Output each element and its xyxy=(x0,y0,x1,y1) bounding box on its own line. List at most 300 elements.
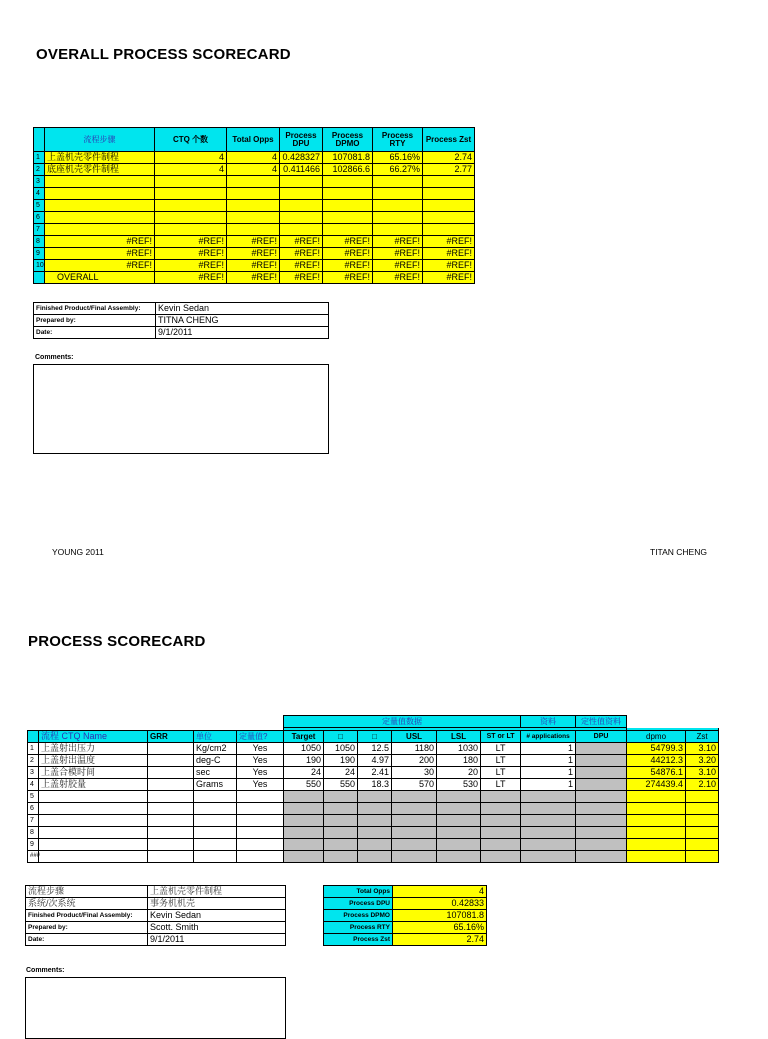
target xyxy=(284,851,324,863)
stdev xyxy=(358,803,392,815)
info-value: Kevin Sedan xyxy=(156,303,329,315)
lsl xyxy=(437,791,481,803)
mean: 24 xyxy=(324,767,358,779)
row-number: 2 xyxy=(28,755,39,767)
summary-label: Total Opps xyxy=(324,886,393,898)
grr xyxy=(148,839,194,851)
st-lt xyxy=(481,803,521,815)
zst xyxy=(686,791,719,803)
overall-title: OVERALL PROCESS SCORECARD xyxy=(36,46,291,63)
cell-dpu: #REF! xyxy=(280,236,323,248)
info-row xyxy=(34,315,329,327)
row-number: 2 xyxy=(34,164,45,176)
overall-comments-label: Comments: xyxy=(35,354,74,361)
process-step-name xyxy=(45,200,155,212)
applications xyxy=(521,827,576,839)
summary-value: 4 xyxy=(393,886,487,898)
header-dpmo: dpmo xyxy=(627,731,686,743)
dpu xyxy=(576,851,627,863)
info-label: 系统/次系统 xyxy=(26,898,148,910)
stdev: 12.5 xyxy=(358,743,392,755)
is-quant xyxy=(237,827,284,839)
lsl: 1030 xyxy=(437,743,481,755)
target xyxy=(284,827,324,839)
cell-dpmo xyxy=(323,188,373,200)
dpu xyxy=(576,803,627,815)
cell-opps xyxy=(227,188,280,200)
cell-dpmo xyxy=(323,212,373,224)
applications: 1 xyxy=(521,743,576,755)
row-number: 7 xyxy=(34,224,45,236)
usl xyxy=(392,815,437,827)
ctq-name xyxy=(39,839,148,851)
grr xyxy=(148,791,194,803)
lsl xyxy=(437,851,481,863)
overall-header-row xyxy=(34,128,475,152)
row-number: 8 xyxy=(34,236,45,248)
usl xyxy=(392,827,437,839)
applications xyxy=(521,803,576,815)
cell-opps: #REF! xyxy=(227,248,280,260)
usl: 570 xyxy=(392,779,437,791)
header-dpu: Process DPU xyxy=(280,128,323,152)
cell-zst: 2.77 xyxy=(423,164,475,176)
cell-dpu: 0.411466 xyxy=(280,164,323,176)
usl: 30 xyxy=(392,767,437,779)
info-row xyxy=(34,327,329,339)
row-number: 9 xyxy=(28,839,39,851)
summary-value: 0.42833 xyxy=(393,898,487,910)
process-group-header-row xyxy=(28,716,719,728)
dpu xyxy=(576,743,627,755)
dpu xyxy=(576,767,627,779)
row-number-cell xyxy=(34,272,45,284)
cell-rty xyxy=(373,200,423,212)
cell-dpu xyxy=(280,224,323,236)
zst: 3.10 xyxy=(686,743,719,755)
target xyxy=(284,815,324,827)
overall-total-row xyxy=(34,272,475,284)
dpu xyxy=(576,755,627,767)
cell-rty xyxy=(373,224,423,236)
group-qual-header: 定性值资料 xyxy=(576,716,627,728)
is-quant: Yes xyxy=(237,767,284,779)
cell-zst xyxy=(423,176,475,188)
summary-value: 107081.8 xyxy=(393,910,487,922)
header-corner xyxy=(34,128,45,152)
summary-label: Process DPMO xyxy=(324,910,393,922)
applications xyxy=(521,791,576,803)
mean xyxy=(324,827,358,839)
cell-ctq: 4 xyxy=(155,152,227,164)
process-table-row xyxy=(28,851,719,863)
ctq-name: 上盖射胶量 xyxy=(39,779,148,791)
cell-ctq: #REF! xyxy=(155,236,227,248)
st-lt xyxy=(481,815,521,827)
overall-ctq: #REF! xyxy=(155,272,227,284)
unit xyxy=(194,791,237,803)
info-row xyxy=(34,303,329,315)
st-lt: LT xyxy=(481,743,521,755)
overall-dpmo: #REF! xyxy=(323,272,373,284)
header-grr: GRR xyxy=(148,731,194,743)
lsl xyxy=(437,839,481,851)
cell-opps xyxy=(227,176,280,188)
info-row xyxy=(26,934,286,946)
header-corner xyxy=(28,731,39,743)
overall-table-row xyxy=(34,248,475,260)
target xyxy=(284,803,324,815)
target xyxy=(284,791,324,803)
overall-label: OVERALL xyxy=(45,272,155,284)
is-quant xyxy=(237,803,284,815)
info-row xyxy=(26,922,286,934)
unit xyxy=(194,839,237,851)
cell-dpu: #REF! xyxy=(280,260,323,272)
summary-row xyxy=(324,910,487,922)
process-table-row xyxy=(28,767,719,779)
ctq-name: 上盖合模时间 xyxy=(39,767,148,779)
group-data-header: 资料 xyxy=(521,716,576,728)
overall-table-row xyxy=(34,224,475,236)
cell-rty: 66.27% xyxy=(373,164,423,176)
st-lt xyxy=(481,839,521,851)
zst: 3.10 xyxy=(686,767,719,779)
lsl xyxy=(437,827,481,839)
info-value: 9/1/2011 xyxy=(148,934,286,946)
summary-label: Process DPU xyxy=(324,898,393,910)
process-table-row xyxy=(28,779,719,791)
dpmo: 274439.4 xyxy=(627,779,686,791)
cell-dpu xyxy=(280,212,323,224)
row-number: 7 xyxy=(28,815,39,827)
header-is-quant: 定量值? xyxy=(237,731,284,743)
st-lt: LT xyxy=(481,767,521,779)
cell-ctq xyxy=(155,200,227,212)
unit xyxy=(194,815,237,827)
zst xyxy=(686,851,719,863)
process-table-row xyxy=(28,755,719,767)
lsl: 180 xyxy=(437,755,481,767)
cell-ctq xyxy=(155,224,227,236)
header-ctq-name: 流程 CTQ Name xyxy=(39,731,148,743)
process-step-name xyxy=(45,176,155,188)
cell-ctq xyxy=(155,188,227,200)
cell-rty: #REF! xyxy=(373,260,423,272)
stdev: 18.3 xyxy=(358,779,392,791)
dpmo xyxy=(627,803,686,815)
header-mean: □ xyxy=(324,731,358,743)
row-number: 5 xyxy=(28,791,39,803)
stdev xyxy=(358,791,392,803)
cell-zst: #REF! xyxy=(423,248,475,260)
process-step-name xyxy=(45,212,155,224)
target: 24 xyxy=(284,767,324,779)
applications xyxy=(521,815,576,827)
cell-zst xyxy=(423,200,475,212)
process-summary-table xyxy=(323,885,487,946)
process-step-name: #REF! xyxy=(45,236,155,248)
info-row xyxy=(26,886,286,898)
ctq-name xyxy=(39,803,148,815)
zst xyxy=(686,839,719,851)
cell-dpu: #REF! xyxy=(280,248,323,260)
header-stdev: □ xyxy=(358,731,392,743)
dpmo xyxy=(627,839,686,851)
row-number: 9 xyxy=(34,248,45,260)
info-label: Prepared by: xyxy=(26,922,148,934)
row-number: 1 xyxy=(34,152,45,164)
cell-dpmo: #REF! xyxy=(323,248,373,260)
process-table-row xyxy=(28,803,719,815)
row-number: 3 xyxy=(34,176,45,188)
grr xyxy=(148,803,194,815)
process-step-name xyxy=(45,224,155,236)
process-comments-box[interactable] xyxy=(25,977,286,1039)
st-lt: LT xyxy=(481,755,521,767)
overall-zst: #REF! xyxy=(423,272,475,284)
cell-ctq: #REF! xyxy=(155,248,227,260)
cell-dpu xyxy=(280,188,323,200)
target: 550 xyxy=(284,779,324,791)
info-row xyxy=(26,910,286,922)
dpu xyxy=(576,791,627,803)
cell-zst: #REF! xyxy=(423,260,475,272)
summary-value: 65.16% xyxy=(393,922,487,934)
overall-table-row xyxy=(34,260,475,272)
summary-row xyxy=(324,886,487,898)
lsl xyxy=(437,803,481,815)
mean xyxy=(324,815,358,827)
info-label: Date: xyxy=(26,934,148,946)
overall-table-row xyxy=(34,164,475,176)
cell-ctq xyxy=(155,212,227,224)
overall-table-row xyxy=(34,188,475,200)
ctq-name xyxy=(39,851,148,863)
process-step-name: #REF! xyxy=(45,260,155,272)
is-quant xyxy=(237,815,284,827)
zst: 3.20 xyxy=(686,755,719,767)
unit xyxy=(194,803,237,815)
info-row xyxy=(26,898,286,910)
unit xyxy=(194,851,237,863)
dpmo xyxy=(627,791,686,803)
applications xyxy=(521,839,576,851)
info-label: Prepared by: xyxy=(34,315,156,327)
cell-zst xyxy=(423,224,475,236)
process-table-row xyxy=(28,743,719,755)
overall-comments-box[interactable] xyxy=(33,364,329,454)
target: 190 xyxy=(284,755,324,767)
cell-dpmo: #REF! xyxy=(323,236,373,248)
header-step: 流程步骤 xyxy=(45,128,155,152)
mean xyxy=(324,839,358,851)
grr xyxy=(148,851,194,863)
summary-row xyxy=(324,922,487,934)
cell-zst xyxy=(423,212,475,224)
info-value: 上盖机壳零件制程 xyxy=(148,886,286,898)
dpu xyxy=(576,815,627,827)
row-number: 6 xyxy=(28,803,39,815)
header-dpmo: Process DPMO xyxy=(323,128,373,152)
unit: deg-C xyxy=(194,755,237,767)
stdev xyxy=(358,815,392,827)
unit xyxy=(194,827,237,839)
usl xyxy=(392,791,437,803)
ctq-name xyxy=(39,791,148,803)
info-label: Date: xyxy=(34,327,156,339)
process-step-name: 上盖机壳零件制程 xyxy=(45,152,155,164)
zst xyxy=(686,803,719,815)
mean: 1050 xyxy=(324,743,358,755)
zst xyxy=(686,827,719,839)
cell-opps: 4 xyxy=(227,164,280,176)
unit: Grams xyxy=(194,779,237,791)
process-step-name: 底座机壳零件制程 xyxy=(45,164,155,176)
stdev: 4.97 xyxy=(358,755,392,767)
header-st-lt: ST or LT xyxy=(481,731,521,743)
dpmo xyxy=(627,851,686,863)
process-info-table xyxy=(25,885,286,946)
dpu xyxy=(576,779,627,791)
dpu xyxy=(576,839,627,851)
overall-table-row xyxy=(34,212,475,224)
stdev xyxy=(358,851,392,863)
grr xyxy=(148,815,194,827)
info-label: Finished Product/Final Assembly: xyxy=(34,303,156,315)
zst: 2.10 xyxy=(686,779,719,791)
info-value: TITNA CHENG xyxy=(156,315,329,327)
cell-zst: #REF! xyxy=(423,236,475,248)
st-lt xyxy=(481,791,521,803)
info-value: Scott. Smith xyxy=(148,922,286,934)
grr xyxy=(148,827,194,839)
overall-table-row xyxy=(34,152,475,164)
cell-ctq: #REF! xyxy=(155,260,227,272)
cell-zst xyxy=(423,188,475,200)
usl xyxy=(392,851,437,863)
unit: sec xyxy=(194,767,237,779)
cell-rty xyxy=(373,188,423,200)
overall-opps: #REF! xyxy=(227,272,280,284)
summary-label: Process RTY xyxy=(324,922,393,934)
grr xyxy=(148,767,194,779)
summary-row xyxy=(324,934,487,946)
cell-rty xyxy=(373,176,423,188)
is-quant xyxy=(237,851,284,863)
row-number: 4 xyxy=(28,779,39,791)
ctq-name: 上盖射出压力 xyxy=(39,743,148,755)
unit: Kg/cm2 xyxy=(194,743,237,755)
st-lt: LT xyxy=(481,779,521,791)
process-title: PROCESS SCORECARD xyxy=(28,633,206,650)
is-quant: Yes xyxy=(237,743,284,755)
cell-dpu: 0.428327 xyxy=(280,152,323,164)
dpmo: 54876.1 xyxy=(627,767,686,779)
cell-zst: 2.74 xyxy=(423,152,475,164)
header-dpu: DPU xyxy=(576,731,627,743)
header-zst: Process Zst xyxy=(423,128,475,152)
cell-ctq: 4 xyxy=(155,164,227,176)
process-table-row xyxy=(28,815,719,827)
lsl xyxy=(437,815,481,827)
applications: 1 xyxy=(521,779,576,791)
cell-opps: #REF! xyxy=(227,260,280,272)
applications: 1 xyxy=(521,767,576,779)
dpu xyxy=(576,827,627,839)
ctq-name: 上盖射出温度 xyxy=(39,755,148,767)
header-unit: 单位 xyxy=(194,731,237,743)
process-scorecard-table xyxy=(27,715,719,863)
ctq-name xyxy=(39,827,148,839)
info-label: 流程步骤 xyxy=(26,886,148,898)
ctq-name xyxy=(39,815,148,827)
cell-dpmo xyxy=(323,200,373,212)
st-lt xyxy=(481,851,521,863)
usl xyxy=(392,839,437,851)
zst xyxy=(686,815,719,827)
mean xyxy=(324,803,358,815)
summary-label: Process Zst xyxy=(324,934,393,946)
cell-opps xyxy=(227,224,280,236)
row-number: 10 xyxy=(34,260,45,272)
cell-opps xyxy=(227,212,280,224)
cell-dpmo: #REF! xyxy=(323,260,373,272)
target: 1050 xyxy=(284,743,324,755)
row-number: 1 xyxy=(28,743,39,755)
process-step-name: #REF! xyxy=(45,248,155,260)
cell-opps xyxy=(227,200,280,212)
overall-dpu: #REF! xyxy=(280,272,323,284)
grr xyxy=(148,743,194,755)
mean xyxy=(324,851,358,863)
process-table-row xyxy=(28,827,719,839)
cell-rty: 65.16% xyxy=(373,152,423,164)
process-comments-label: Comments: xyxy=(26,967,65,974)
row-number: 8 xyxy=(28,827,39,839)
cell-dpmo: 102866.6 xyxy=(323,164,373,176)
usl: 1180 xyxy=(392,743,437,755)
header-rty: Process RTY xyxy=(373,128,423,152)
dpmo: 54799.3 xyxy=(627,743,686,755)
is-quant: Yes xyxy=(237,755,284,767)
lsl: 530 xyxy=(437,779,481,791)
row-number: 3 xyxy=(28,767,39,779)
cell-dpmo xyxy=(323,224,373,236)
st-lt xyxy=(481,827,521,839)
grr xyxy=(148,779,194,791)
cell-opps: 4 xyxy=(227,152,280,164)
applications: 1 xyxy=(521,755,576,767)
overall-rty: #REF! xyxy=(373,272,423,284)
info-value: 事务机机壳 xyxy=(148,898,286,910)
row-number: 5 xyxy=(34,200,45,212)
cell-dpu xyxy=(280,176,323,188)
overall-table-row xyxy=(34,200,475,212)
header-ctq-count: CTQ 个数 xyxy=(155,128,227,152)
usl xyxy=(392,803,437,815)
footer-right: TITAN CHENG xyxy=(650,547,707,557)
is-quant xyxy=(237,839,284,851)
lsl: 20 xyxy=(437,767,481,779)
summary-value: 2.74 xyxy=(393,934,487,946)
cell-opps: #REF! xyxy=(227,236,280,248)
info-value: 9/1/2011 xyxy=(156,327,329,339)
cell-dpmo xyxy=(323,176,373,188)
overall-table-row xyxy=(34,236,475,248)
cell-dpu xyxy=(280,200,323,212)
cell-ctq xyxy=(155,176,227,188)
